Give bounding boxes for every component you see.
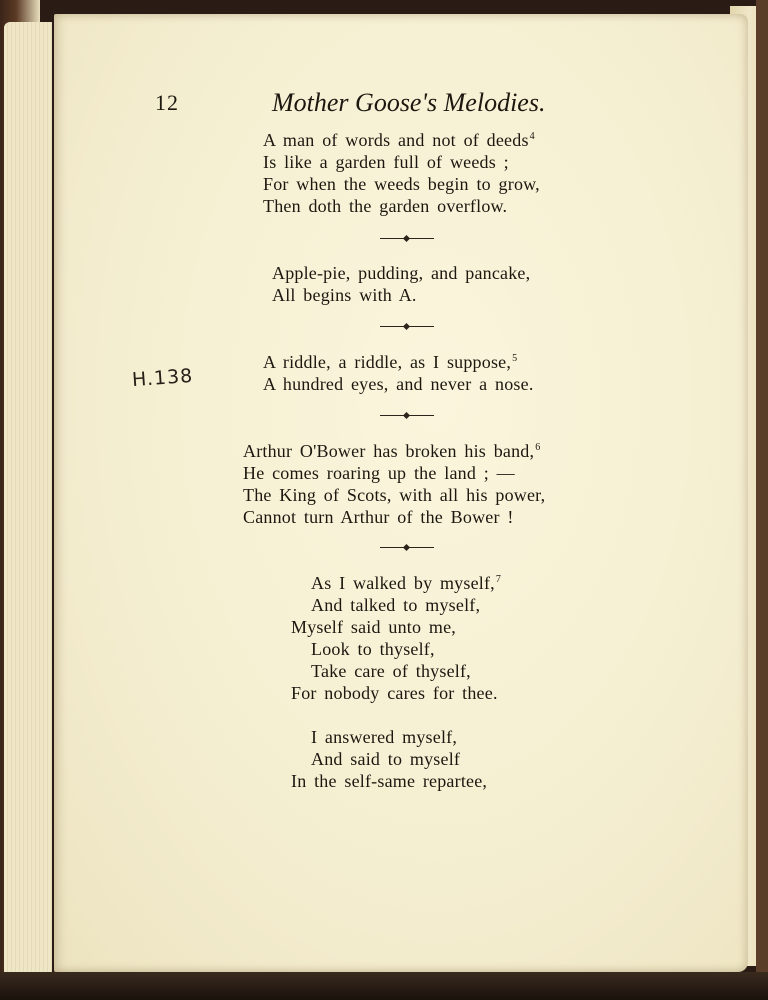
stanza-arthur [243,440,545,528]
poem-line: As I walked by myself,$^7$ [311,573,502,593]
poem-line: Look to thyself, [311,639,435,659]
poem-line: Cannot turn Arthur of the Bower ! [243,507,514,527]
poem-line: The King of Scots, with all his power, [243,485,546,505]
handwritten-margin-note: H.138 [131,364,194,392]
poem-line: Arthur O'Bower has broken his band,$^6$ [243,441,541,461]
stanza-myself [291,572,501,704]
poem-line: A riddle, a riddle, as I suppose,$^5$ [263,352,518,372]
stanza-riddle [263,351,534,395]
book-cover-right [756,0,768,1000]
poem-line: I answered myself, [311,727,458,747]
section-ornament [380,236,434,242]
section-ornament [380,324,434,330]
poem-line: And talked to myself, [311,595,481,615]
poem-line: A hundred eyes, and never a nose. [263,374,534,394]
page-stack-edges [4,22,52,980]
bottom-shadow [0,972,768,1000]
footnote-marker: 7 [495,574,502,585]
poem-line: All begins with A. [272,285,417,305]
footnote-marker: 5 [512,353,518,364]
poem-line: For nobody cares for thee. [291,683,498,703]
poem-line: For when the weeds begin to grow, [263,174,540,194]
poem-line: And said to myself [311,749,461,769]
section-ornament [380,413,434,419]
page-number: 12 [155,90,179,115]
footnote-marker: 4 [529,131,535,142]
stanza-answered [291,726,487,792]
poem-line: Myself said unto me, [291,617,456,637]
stanza-apple-pie [272,262,530,306]
poem-line: Is like a garden full of weeds ; [263,152,509,172]
poem-line: Apple-pie, pudding, and pancake, [272,263,531,283]
poem-line: A man of words and not of deeds$^4$ [263,130,535,150]
section-ornament [380,545,434,551]
running-title: Mother Goose's Melodies. [272,88,546,117]
stanza-deeds [263,129,540,217]
poem-line: In the self-same repartee, [291,771,488,791]
footnote-marker: 6 [535,442,541,453]
poem-line: Take care of thyself, [311,661,471,681]
poem-line: Then doth the garden overflow. [263,196,508,216]
poem-line: He comes roaring up the land ; — [243,463,515,483]
